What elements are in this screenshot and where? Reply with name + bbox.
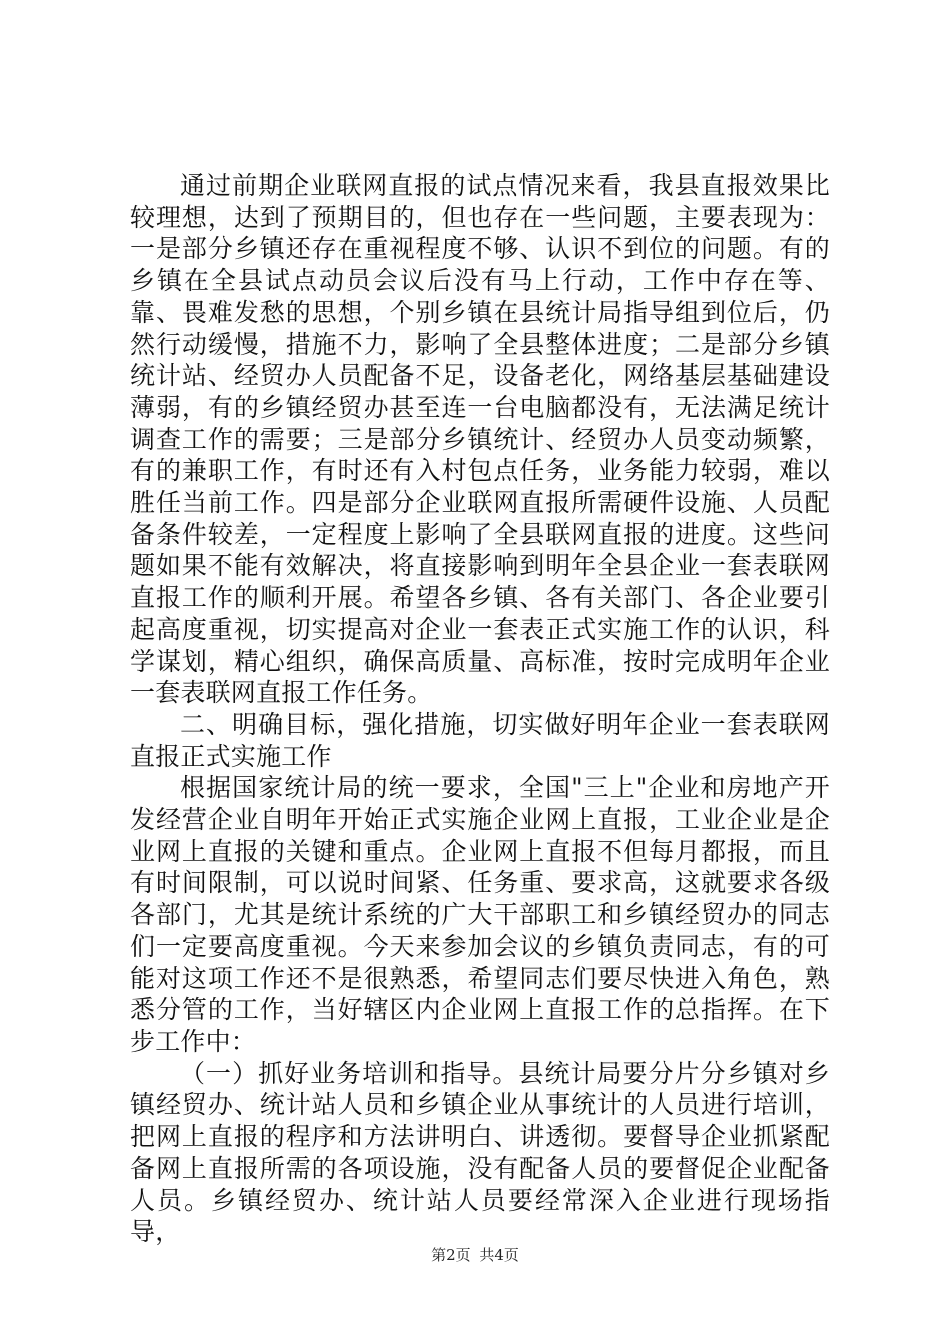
paragraph-training: （一）抓好业务培训和指导。县统计局要分片分乡镇对乡镇经贸办、统计站人员和乡镇企业从事统计的人员进行培训，把网上直报的程序和方法讲明白、讲透彻。要督导企业抓紧配备网上直报所需的各项设施，没有配备人员的要督促企业配备人员。乡镇经贸办、统计站人员要经常深入企业进行现场指导，: [130, 1058, 830, 1247]
paragraph-requirements: 根据国家统计局的统一要求，全国"三上"企业和房地产开发经营企业自明年开始正式实施企业网上直报，工业企业是企业网上直报的关键和重点。企业网上直报不但每月都报，而且有时间限制，可以说时间紧、任务重、要求高，这就要求各级各部门，尤其是统计系统的广大干部职工和乡镇经贸办的同志们一定要高度重视。今天来参加会议的乡镇负责同志，有的可能对这项工作还不是很熟悉，希望同志们要尽快进入角色，熟悉分管的工作，当好辖区内企业网上直报工作的总指挥。在下步工作中：: [130, 773, 830, 1056]
page-total: 共4页: [479, 1246, 519, 1264]
page-number: 第2页: [431, 1246, 471, 1264]
section-heading-two: 二、明确目标，强化措施，切实做好明年企业一套表联网直报正式实施工作: [130, 709, 830, 771]
paragraph-problems: 通过前期企业联网直报的试点情况来看，我县直报效果比较理想，达到了预期目的，但也存在一些问题，主要表现为：一是部分乡镇还存在重视程度不够、认识不到位的问题。有的乡镇在全县试点动员会议后没有马上行动，工作中存在等、靠、畏难发愁的思想，个别乡镇在县统计局指导组到位后，仍然行动缓慢，措施不力，影响了全县整体进度；二是部分乡镇统计站、经贸办人员配备不足，设备老化，网络基层基础建设薄弱，有的乡镇经贸办甚至连一台电脑都没有，无法满足统计调查工作的需要；三是部分乡镇统计、经贸办人员变动频繁，有的兼职工作，有时还有入村包点任务，业务能力较弱，难以胜任当前工作。四是部分企业联网直报所需硬件设施、人员配备条件较差，一定程度上影响了全县联网直报的进度。这些问题如果不能有效解决，将直接影响到明年全县企业一套表联网直报工作的顺利开展。希望各乡镇、各有关部门、各企业要引起高度重视，切实提高对企业一套表正式实施工作的认识，科学谋划，精心组织，确保高质量、高标准，按时完成明年企业一套表联网直报工作任务。: [130, 171, 830, 708]
page-footer: [0, 1244, 950, 1265]
document-body: [130, 170, 830, 1248]
